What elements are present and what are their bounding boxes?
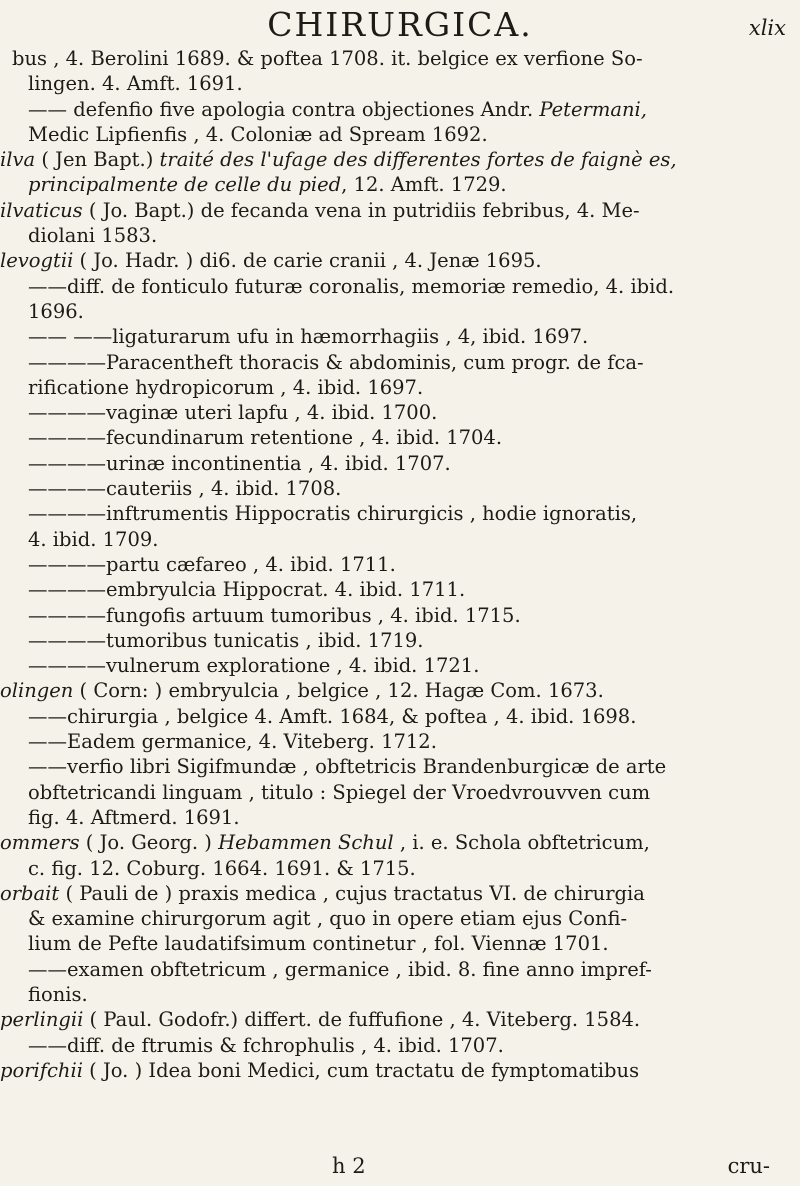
catchword: cru- bbox=[727, 1154, 770, 1178]
page-header bbox=[0, 4, 800, 46]
text-line bbox=[0, 678, 800, 703]
text-segment: lingen. 4. Amft. 1691. bbox=[28, 72, 243, 96]
text-line bbox=[0, 1058, 800, 1083]
text-segment: Medic Lipfienfis , 4. Coloniæ ad Spream 1692. bbox=[28, 122, 488, 146]
text-segment: ——verfio libri Sigifmundæ , obftetricis Brandenburgicæ de arte bbox=[28, 755, 667, 779]
text-segment: ————Paracentheft thoracis & abdominis, cum progr. de fca- bbox=[28, 350, 644, 374]
text-segment: ( Corn: ) embryulcia , belgice , 12. Hagæ Com. 1673. bbox=[73, 679, 604, 703]
text-segment: ——diff. de ftrumis & fchrophulis , 4. ibid. 1707. bbox=[28, 1033, 504, 1057]
italic-segment: perlingii bbox=[0, 1008, 84, 1032]
text-line bbox=[0, 552, 800, 577]
bibliography-entries bbox=[0, 46, 800, 1083]
text-segment: —— ——ligaturarum ufu in hæmorrhagiis , 4, ibid. 1697. bbox=[28, 325, 589, 349]
text-segment: ————fecundinarum retentione , 4. ibid. 1704. bbox=[28, 426, 503, 450]
text-line bbox=[0, 856, 800, 881]
text-line bbox=[0, 147, 800, 172]
italic-segment: traité des l'ufage des differentes fortes de faignè es, bbox=[159, 148, 677, 172]
italic-segment: ilva bbox=[0, 148, 36, 172]
text-line bbox=[0, 97, 800, 122]
text-segment: obftetricandi linguam , titulo : Spiegel der Vroedvrouvven cum bbox=[28, 780, 651, 804]
text-line bbox=[0, 704, 800, 729]
page-footer bbox=[0, 1152, 800, 1180]
text-line bbox=[0, 1033, 800, 1058]
text-segment: ( Jo. Bapt.) de fecanda vena in putridiis febribus, 4. Me- bbox=[82, 198, 640, 222]
text-line bbox=[0, 527, 800, 552]
text-segment: ——diff. de fonticulo futuræ coronalis, memoriæ remedio, 4. ibid. bbox=[28, 274, 675, 298]
text-segment: ————cauteriis , 4. ibid. 1708. bbox=[28, 477, 342, 501]
text-segment: bus , 4. Berolini 1689. & poftea 1708. it. belgice ex verfione So- bbox=[12, 47, 643, 70]
text-line bbox=[0, 577, 800, 602]
text-segment: c. fig. 12. Coburg. 1664. 1691. & 1715. bbox=[28, 856, 416, 880]
text-line bbox=[0, 754, 800, 779]
italic-segment: principalmente de celle du pied bbox=[28, 173, 342, 197]
text-line bbox=[0, 780, 800, 805]
text-segment: & examine chirurgorum agit , quo in opere etiam ejus Confi- bbox=[28, 907, 628, 931]
text-segment: ————vulnerum exploratione , 4. ibid. 1721. bbox=[28, 654, 480, 678]
text-segment: 1696. bbox=[28, 299, 84, 323]
text-line bbox=[0, 628, 800, 653]
text-line bbox=[0, 400, 800, 425]
italic-segment: orbait bbox=[0, 881, 60, 905]
text-line bbox=[0, 71, 800, 96]
folio-number: xlix bbox=[748, 16, 786, 40]
italic-segment: ilvaticus bbox=[0, 198, 83, 222]
text-segment: ( Paul. Godofr.) differt. de fuffufione , 4. Viteberg. 1584. bbox=[83, 1008, 641, 1032]
italic-segment: ommers bbox=[0, 831, 80, 855]
text-segment: ————fungofis artuum tumoribus , 4. ibid. 1715. bbox=[28, 603, 521, 627]
text-segment: , 12. Amft. 1729. bbox=[341, 173, 507, 197]
italic-segment: Hebammen Schul bbox=[218, 831, 394, 855]
text-line bbox=[0, 172, 800, 197]
text-line bbox=[0, 501, 800, 526]
text-line bbox=[0, 729, 800, 754]
text-segment: —— defenfio five apologia contra objectiones Andr. bbox=[28, 97, 540, 121]
text-line bbox=[0, 830, 800, 855]
text-line bbox=[0, 350, 800, 375]
text-segment: ————partu cæfareo , 4. ibid. 1711. bbox=[28, 552, 396, 576]
text-line bbox=[0, 982, 800, 1007]
text-segment: lium de Pefte laudatifsimum continetur , fol. Viennæ 1701. bbox=[28, 932, 609, 956]
text-segment: ( Jo. Hadr. ) di6. de carie cranii , 4. Jenæ 1695. bbox=[73, 249, 542, 273]
text-line bbox=[0, 805, 800, 830]
italic-segment: olingen bbox=[0, 679, 74, 703]
text-line bbox=[0, 476, 800, 501]
italic-segment: porifchii bbox=[0, 1058, 83, 1082]
text-line bbox=[0, 906, 800, 931]
running-title: CHIRURGICA. bbox=[267, 5, 533, 44]
text-segment: , i. e. Schola obftetricum, bbox=[393, 831, 650, 855]
text-segment: ——chirurgia , belgice 4. Amft. 1684, & poftea , 4. ibid. 1698. bbox=[28, 704, 637, 728]
text-segment: ————vaginæ uteri lapfu , 4. ibid. 1700. bbox=[28, 401, 438, 425]
italic-segment: Petermani, bbox=[539, 97, 647, 121]
italic-segment: levogtii bbox=[0, 249, 74, 273]
text-segment: ( Jo. ) Idea boni Medici, cum tractatu de fymptomatibus bbox=[82, 1058, 640, 1082]
text-segment: ——examen obftetricum , germanice , ibid. 8. fine anno impref- bbox=[28, 957, 652, 981]
text-segment: ( Pauli de ) praxis medica , cujus tractatus VI. de chirurgia bbox=[59, 881, 645, 905]
text-line bbox=[0, 46, 800, 71]
text-line bbox=[0, 931, 800, 956]
text-segment: ( Jen Bapt.) bbox=[35, 148, 160, 172]
text-segment: diolani 1583. bbox=[28, 224, 158, 248]
text-line bbox=[0, 299, 800, 324]
text-line bbox=[0, 223, 800, 248]
text-line bbox=[0, 375, 800, 400]
text-line bbox=[0, 122, 800, 147]
text-segment: ————embryulcia Hippocrat. 4. ibid. 1711. bbox=[28, 578, 466, 602]
text-line bbox=[0, 274, 800, 299]
signature-mark: h 2 bbox=[332, 1154, 366, 1178]
text-segment: ——Eadem germanice, 4. Viteberg. 1712. bbox=[28, 730, 437, 754]
text-segment: rificatione hydropicorum , 4. ibid. 1697. bbox=[28, 375, 424, 399]
text-segment: ( Jo. Georg. ) bbox=[79, 831, 219, 855]
text-segment: ————tumoribus tunicatis , ibid. 1719. bbox=[28, 628, 424, 652]
text-line bbox=[0, 653, 800, 678]
text-line bbox=[0, 603, 800, 628]
text-line bbox=[0, 881, 800, 906]
text-line bbox=[0, 451, 800, 476]
text-segment: 4. ibid. 1709. bbox=[28, 527, 159, 551]
text-line bbox=[0, 324, 800, 349]
text-line bbox=[0, 248, 800, 273]
text-segment: ————inftrumentis Hippocratis chirurgicis , hodie ignoratis, bbox=[28, 502, 638, 526]
text-segment: fig. 4. Aftmerd. 1691. bbox=[28, 805, 240, 829]
text-segment: fionis. bbox=[28, 982, 88, 1006]
text-line bbox=[0, 198, 800, 223]
text-segment: ————urinæ incontinentia , 4. ibid. 1707. bbox=[28, 451, 451, 475]
text-line bbox=[0, 957, 800, 982]
text-line bbox=[0, 1007, 800, 1032]
text-line bbox=[0, 425, 800, 450]
